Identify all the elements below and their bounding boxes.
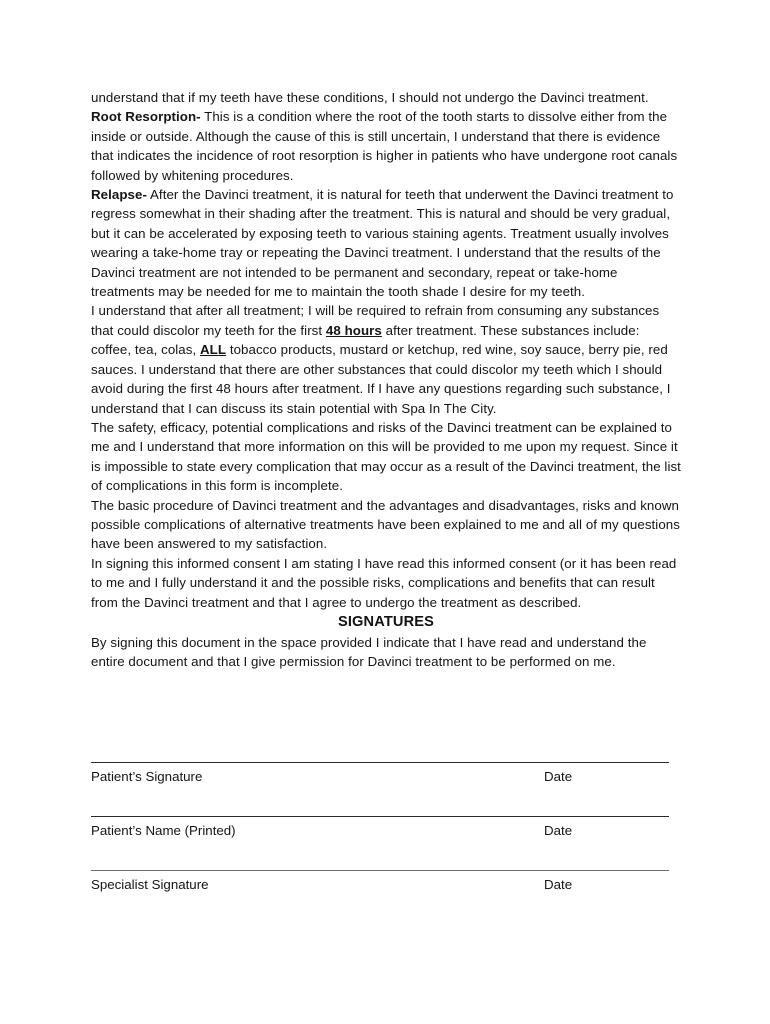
signature-label: Patient’s Signature [91,769,203,784]
p-root-resorption-bold-run: Root Resorption- [91,109,201,125]
signature-rule [91,816,669,817]
p-signatures-intro-text-run: By signing this document in the space provided I indicate that I have read and understand the entire document and that I give permission for Davinci treatment to be performed on me. [91,634,647,670]
signature-rule [91,870,669,871]
signature-label: Patient’s Name (Printed) [91,823,236,838]
p-basic-procedure [91,496,681,554]
p-root-resorption [91,107,681,185]
p-informed-consent [91,554,681,612]
p-relapse [91,185,681,301]
p-relapse-bold-run: Relapse- [91,187,147,203]
p-staining-substances-emphasis-run: 48 hours [325,322,382,338]
document-body [91,88,681,672]
signature-date-label: Date [544,769,573,784]
signature-row [91,762,669,816]
signature-lines-block [91,762,669,924]
signature-row [91,870,669,924]
p-safety-efficacy-text-run: The safety, efficacy, potential complications and risks of the Davinci treatment can be explained to me and I understand that more information on this will be provided to me upon my request. Since it is impossible to state every complication that may occur as a result of the Davinci treatment, the list of complications in this form is incomplete. [91,419,681,494]
signatures-intro-paragraph [91,633,681,672]
p-informed-consent-text-run: In signing this informed consent I am stating I have read this informed consent (or it has been read to me and I fully understand it and the possible risks, complications and benefits that can result from the Davinci treatment and that I agree to undergo the treatment as described. [91,555,677,610]
signature-date-label: Date [544,877,573,892]
p-staining-substances [91,301,681,417]
signature-row [91,816,669,870]
p-relapse-text-run: After the Davinci treatment, it is natural for teeth that underwent the Davinci treatment to regress somewhat in their shading after the treatment. This is natural and should be very gradual, but it can be accelerated by exposing teeth to various staining agents. Treatment usually involves wearing a take-home tray or repeating the Davinci treatment. I understand that the results of the Davinci treatment are not intended to be permanent and secondary, repeat or take-home treatments may be needed for me to maintain the tooth shade I desire for my teeth. [91,187,674,300]
signature-label: Specialist Signature [91,877,209,892]
p-signatures-intro [91,633,681,672]
p-basic-procedure-text-run: The basic procedure of Davinci treatment and the advantages and disadvantages, risks and known possible complications of alternative treatments have been explained to me and all of my questions have been answered to my satisfaction. [91,497,680,552]
consent-paragraphs [91,88,681,612]
p-root-resorption-text-run: This is a condition where the root of the tooth starts to dissolve either from the inside or outside. Although the cause of this is still uncertain, I understand that there is evidence that indicates the incidence of root resorption is higher in patients who have undergone root canals followed by whitening procedures. [91,109,678,183]
p-staining-substances-text-run: I understand that after all treatment; I will be required to refrain from consuming any substances that could discolor my teeth for the first [91,303,660,338]
signature-date-label: Date [544,823,573,838]
p-safety-efficacy [91,418,681,496]
p-conditions-text-run: understand that if my teeth have these conditions, I should not undergo the Davinci treatment. [91,90,649,105]
signatures-heading: SIGNATURES [337,613,435,630]
p-staining-substances-text-run: tobacco products, mustard or ketchup, red wine, soy sauce, berry pie, red sauces. I understand that there are other substances that could discolor my teeth which I should avoid during the first 48 hours after treatment. If I have any questions regarding such substance, I understand that I can discuss its stain potential with Spa In The City. [91,342,671,416]
p-conditions [91,88,681,107]
signature-rule [91,762,669,763]
p-staining-substances-emphasis-run: ALL [200,342,227,358]
p-staining-substances-text-run: after treatment. These substances include: coffee, tea, colas, [91,322,640,358]
